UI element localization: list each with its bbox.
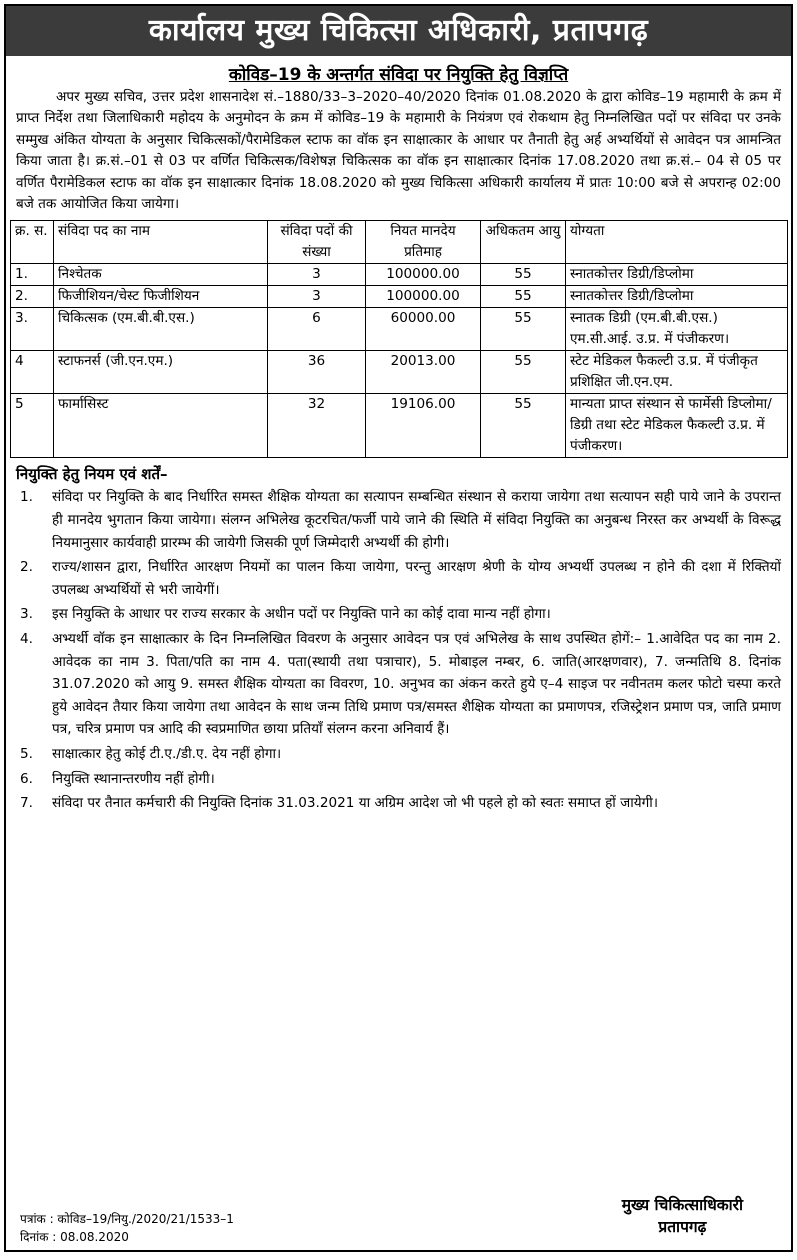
notice-subtitle (6, 62, 791, 85)
rule-item (16, 768, 781, 791)
table-row (11, 286, 788, 308)
table-row (11, 308, 788, 351)
rule-text: राज्य/शासन द्वारा, निर्धारित आरक्षण नियमों का पालन किया जायेगा, परन्तु आरक्षण श्रेणी के योग्य अभ्यर्थी उपलब्ध न होने की दशा में रिक्तियों उपलब्ध अभ्यर्थियों से भरी जायेगीं। (52, 559, 781, 598)
rule-text: संविदा पर नियुक्ति के बाद निर्धारित समस्त शैक्षिक योग्यता का सत्यापन सम्बन्धित संस्थान से कराया जायेगा तथा सत्यापन सही पाये जाने के उपरान्त ही मानदेय भुगतान किया जायेगा। संलग्न अभिलेख कूटरचित/फर्जी पाये जाने की स्थिति में संविदा नियुक्ति का अनुबन्ध निरस्त कर अभ्यर्थी के विरूद्ध नियमानुसार कार्यवाही प्रारम्भ की जायेगी जिसकी पूर्ण जिम्मेदारी अभ्यर्थी की होगी। (52, 489, 781, 551)
rule-number: 3. (20, 606, 33, 623)
cell-max-age: 55 (481, 308, 566, 351)
signatory-place: प्रतापगढ़ (658, 1218, 707, 1236)
col-header-max-age: अधिकतम आयु (481, 221, 566, 264)
cell-honorarium: 60000.00 (366, 308, 481, 351)
cell-post-name: निश्चेतक (54, 264, 268, 286)
cell-post-count: 32 (268, 394, 366, 458)
rule-item (16, 743, 781, 766)
rule-number: 1. (20, 489, 33, 506)
cell-post-name: चिकित्सक (एम.बी.बी.एस.) (54, 308, 268, 351)
table-row (11, 264, 788, 286)
rule-number: 2. (20, 559, 33, 576)
cell-honorarium: 19106.00 (366, 394, 481, 458)
cell-sno: 5 (11, 394, 54, 458)
table-row (11, 351, 788, 394)
table-header-row (11, 221, 788, 264)
cell-sno: 3. (11, 308, 54, 351)
subtitle-text: कोविड–19 के अन्तर्गत संविदा पर नियुक्ति हेतु विज्ञप्ति (228, 65, 569, 85)
rule-text: अभ्यर्थी वॉक इन साक्षात्कार के दिन निम्नलिखित विवरण के अनुसार आवेदन पत्र एवं अभिलेख के साथ उपस्थित होगें:– 1.आवेदित पद का नाम 2. आवेदक का नाम 3. पिता/पति का नाम 4. पता(स्थायी तथा पत्राचार), 5. मोबाइल नम्बर, 6. जाति(आरक्षणवार), 7. जन्मतिथि 8. दिनांक 31.07.2020 को आयु 9. समस्त शैक्षिक योग्यता का विवरण, 10. अनुभव का अंकन करते हुये ए–4 साइज पर नवीनतम कलर फोटो चस्पा करते हुये आवेदन तैयार किया जायेगा तथा आवेदन के साथ जन्म तिथि प्रमाण पत्र/समस्त शैक्षिक योग्यता का प्रमाणपत्र, रजिस्ट्रेशन प्रमाण पत्र, जाति प्रमाण पत्र, चरित्र प्रमाण पत्र आदि की स्वप्रमाणित छाया प्रतियाँ संलग्न करना अनिवार्य हैं। (52, 631, 781, 738)
signatory-designation: मुख्य चिकित्साधिकारी (621, 1196, 743, 1214)
cell-post-count: 3 (268, 286, 366, 308)
rule-item (16, 628, 781, 741)
rules-heading: नियुक्ति हेतु नियम एवं शर्तें– (16, 465, 168, 484)
cell-post-name: स्टाफनर्स (जी.एन.एम.) (54, 351, 268, 394)
col-header-post-name: संविदा पद का नाम (54, 221, 268, 264)
rules-section (6, 464, 791, 814)
cell-post-count: 36 (268, 351, 366, 394)
cell-sno: 1. (11, 264, 54, 286)
cell-post-name: फार्मासिस्ट (54, 394, 268, 458)
rule-text: साक्षात्कार हेतु कोई टी.ए./डी.ए. देय नहीं होगा। (52, 745, 282, 762)
cell-max-age: 55 (481, 286, 566, 308)
rule-number: 7. (20, 795, 33, 812)
rule-item (16, 603, 781, 626)
col-header-honorarium: नियत मानदेय प्रतिमाह (366, 221, 481, 264)
rule-text: संविदा पर तैनात कर्मचारी की नियुक्ति दिनांक 31.03.2021 या अग्रिम आदेश जो भी पहले हो को स्वतः समाप्त हों जायेगी। (52, 795, 658, 812)
col-header-sno: क्र. स. (11, 221, 54, 264)
cell-qualification: स्नातकोत्तर डिग्री/डिप्लोमा (566, 264, 788, 286)
office-title: कार्यालय मुख्य चिकित्सा अधिकारी, प्रतापगढ़ (6, 6, 791, 56)
notice-page (4, 4, 793, 1252)
rule-number: 6. (20, 770, 33, 787)
cell-max-age: 55 (481, 351, 566, 394)
cell-max-age: 55 (481, 264, 566, 286)
rule-number: 5. (20, 745, 33, 762)
cell-qualification: मान्यता प्राप्त संस्थान से फार्मेसी डिप्लोमा/डिग्री तथा स्टेट मेडिकल फैकल्टी उ.प्र. में पंजीकरण। (566, 394, 788, 458)
cell-post-count: 6 (268, 308, 366, 351)
cell-honorarium: 100000.00 (366, 286, 481, 308)
rule-number: 4. (20, 631, 33, 647)
table-row (11, 394, 788, 458)
letter-reference (20, 1210, 234, 1246)
cell-max-age: 55 (481, 394, 566, 458)
rule-item (16, 792, 781, 815)
cell-honorarium: 20013.00 (366, 351, 481, 394)
rule-text: नियुक्ति स्थानान्तरणीय नहीं होगी। (52, 770, 215, 787)
letter-number: पत्रांक : कोविड–19/नियु./2020/21/1533–1 (20, 1212, 234, 1226)
signature-block (622, 1194, 743, 1238)
rule-item (16, 556, 781, 601)
cell-sno: 2. (11, 286, 54, 308)
intro-paragraph: अपर मुख्य सचिव, उत्तर प्रदेश शासनादेश सं.–1880/33–3–2020–40/2020 दिनांक 01.08.2020 के द्वारा कोविड–19 महामारी के क्रम में प्राप्त निर्देश तथा जिलाधिकारी महोदय के अनुमोदन के क्रम में कोविड–19 के महामारी के नियंत्रण एवं रोकथाम हेतु निम्नलिखित पदों पर संविदा पर उनके सम्मुख अंकित योग्यता के अनुसार चिकित्सकों/पैरामेडिकल स्टाफ का वॉक इन साक्षात्कार के आधार पर तैनाती हेतु अर्ह अभ्यर्थियों से आवेदन पत्र आमन्त्रित किया जाता है। क्र.सं.–01 से 03 पर वर्णित चिकित्सक/विशेषज्ञ चिकित्सक का वॉक इन साक्षात्कार दिनांक 17.08.2020 तथा क्र.सं.– 04 से 05 पर वर्णित पैरामेडिकल स्टाफ का वॉक इन साक्षात्कार दिनांक 18.08.2020 को मुख्य चिकित्सा अधिकारी कार्यालय में प्रातः 10:00 बजे से अपरान्ह 02:00 बजे तक आयोजित किया जायेगा। (16, 89, 781, 213)
cell-post-count: 3 (268, 264, 366, 286)
col-header-post-count: संविदा पदों की संख्या (268, 221, 366, 264)
cell-qualification: स्नातकोत्तर डिग्री/डिप्लोमा (566, 286, 788, 308)
cell-honorarium: 100000.00 (366, 264, 481, 286)
col-header-qualification: योग्यता (566, 221, 788, 264)
posts-table (10, 220, 788, 458)
rule-text: इस नियुक्ति के आधार पर राज्य सरकार के अधीन पदों पर नियुक्ति पाने का कोई दावा मान्य नहीं होगा। (52, 606, 551, 623)
cell-post-name: फिजीशियन/चेस्ट फिजीशियन (54, 286, 268, 308)
cell-sno: 4 (11, 351, 54, 394)
letter-date: दिनांक : 08.08.2020 (20, 1230, 129, 1244)
cell-qualification: स्टेट मेडिकल फैकल्टी उ.प्र. में पंजीकृत प्रशिक्षित जी.एन.एम. (566, 351, 788, 394)
cell-qualification: स्नातक डिग्री (एम.बी.बी.एस.) एम.सी.आई. उ.प्र. में पंजीकरण। (566, 308, 788, 351)
rule-item (16, 486, 781, 554)
